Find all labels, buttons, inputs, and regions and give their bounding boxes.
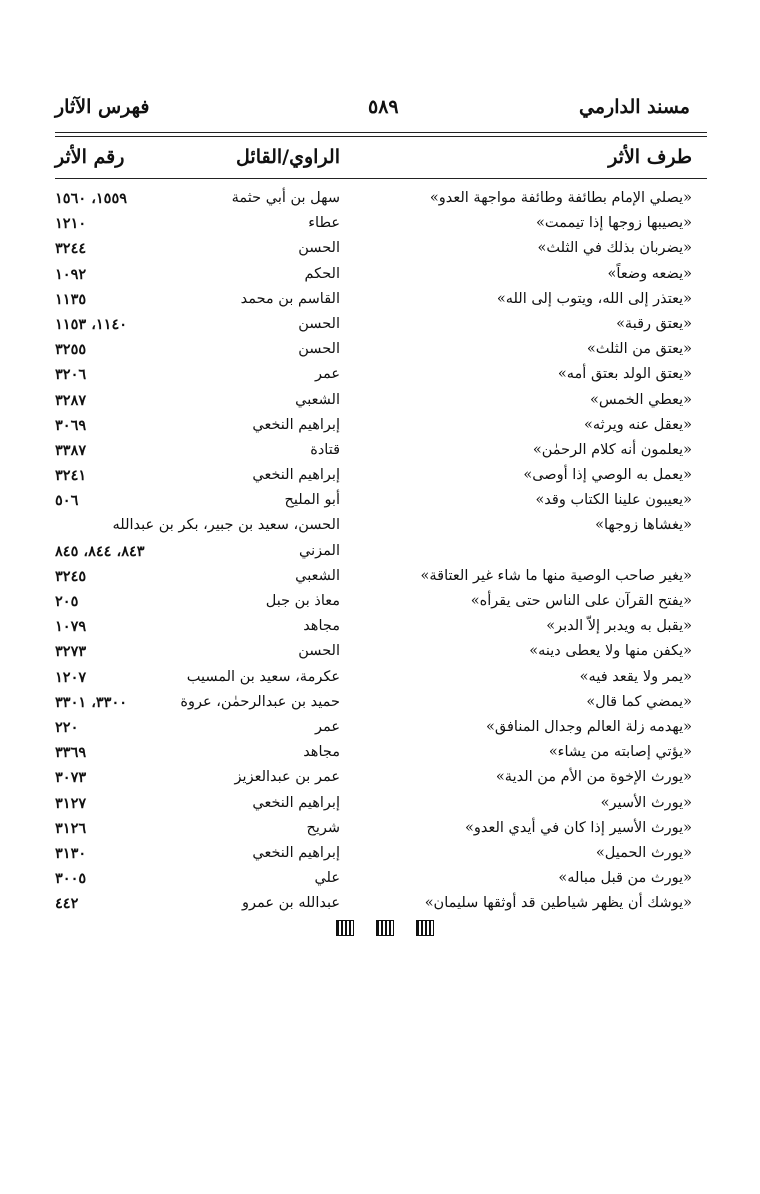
table-row — [0, 467, 760, 492]
atar-cell: «يقبل به ويدبر إلاّ الدبر» — [546, 618, 692, 635]
atar-cell: «يورث الحميل» — [595, 844, 692, 861]
book-ornament-icon — [416, 920, 434, 936]
table-row — [0, 820, 760, 845]
number-cell: ١٢٠٧ — [55, 668, 87, 686]
atar-cell: «يصيبها زوجها إذا تيممت» — [535, 215, 692, 232]
running-title: فهرس الآثار — [55, 96, 150, 118]
table-row — [0, 845, 760, 870]
narrator-cell: عمر — [314, 366, 340, 383]
number-cell: ١٥٥٩، ١٥٦٠ — [55, 190, 128, 207]
header-rule-top — [55, 132, 707, 133]
index-table — [0, 190, 760, 920]
table-row — [0, 669, 760, 694]
table-row — [0, 618, 760, 643]
atar-cell: «يضربان بذلك في الثلث» — [537, 240, 692, 257]
number-cell: ٣٠٦٩ — [55, 416, 87, 434]
narrator-cell: الحسن — [298, 240, 340, 257]
narrator-cell: عمر — [314, 718, 340, 735]
atar-cell: «يصلي الإمام بطائفة وطائفة مواجهة العدو» — [429, 190, 692, 206]
table-row — [0, 895, 760, 920]
column-header-atar: طرف الأثر — [608, 146, 692, 168]
number-cell: ٣١٣٠ — [55, 844, 87, 862]
number-cell: ٣٠٧٣ — [55, 769, 87, 787]
narrator-cell: القاسم بن محمد — [240, 290, 340, 307]
number-cell: ٢٠٥ — [55, 593, 79, 610]
number-cell: ٣٣٠٠، ٣٣٠١ — [55, 693, 128, 711]
table-row — [0, 366, 760, 391]
table-row — [0, 643, 760, 668]
narrator-cell: إبراهيم النخعي — [252, 844, 340, 861]
number-cell: ٣٣٨٧ — [55, 441, 87, 459]
number-cell: ٣٢٤٥ — [55, 567, 87, 585]
number-cell: ١٢١٠ — [55, 215, 87, 233]
narrator-cell: الحكم — [304, 265, 340, 282]
number-cell: ٨٤٣، ٨٤٤، ٨٤٥ — [55, 542, 145, 560]
atar-cell: «يعتذر إلى الله، ويتوب إلى الله» — [496, 290, 692, 307]
table-row — [0, 492, 760, 517]
table-row — [0, 795, 760, 820]
number-cell: ٣٠٠٥ — [55, 870, 87, 888]
book-ornament-icon — [376, 920, 394, 936]
atar-cell: «يمضي كما قال» — [586, 693, 692, 710]
number-cell: ١١٤٠، ١١٥٣ — [55, 315, 128, 333]
narrator-cell: معاذ بن جبل — [265, 593, 340, 609]
atar-cell: «يعقل عنه ويرثه» — [584, 416, 692, 433]
table-row — [0, 543, 760, 568]
book-ornament-icon — [336, 920, 354, 936]
number-cell: ٤٤٢ — [55, 895, 79, 913]
table-row — [0, 240, 760, 265]
atar-cell: «يعيبون علينا الكتاب وقد» — [535, 492, 692, 509]
atar-cell: «يورث الإخوة من الأم من الدية» — [495, 769, 692, 786]
atar-cell: «يورث من قبل مباله» — [558, 870, 692, 887]
narrator-cell: مجاهد — [303, 744, 340, 761]
number-cell: ٣٢٠٦ — [55, 366, 87, 384]
atar-cell: «يغير صاحب الوصية منها ما شاء غير العتاقة» — [420, 567, 692, 584]
page-number: ٥٨٩ — [368, 96, 399, 118]
atar-cell: «يعطي الخمس» — [589, 391, 692, 408]
number-cell: ٣٣٦٩ — [55, 744, 87, 762]
narrator-cell: شريح — [306, 819, 340, 836]
atar-cell: «يعتق الولد بعتق أمه» — [557, 366, 692, 383]
narrator-cell: إبراهيم النخعي — [252, 467, 340, 484]
table-row — [0, 870, 760, 895]
narrator-cell: الحسن — [298, 643, 340, 660]
narrator-cell: إبراهيم النخعي — [252, 794, 340, 811]
narrator-cell: الشعبي — [295, 391, 340, 408]
number-cell: ٢٢٠ — [55, 718, 79, 736]
table-row — [0, 392, 760, 417]
narrator-cell: عمر بن عبدالعزيز — [234, 769, 340, 786]
number-cell: ٣٢٨٧ — [55, 391, 87, 409]
table-row — [0, 316, 760, 341]
narrator-cell: سهل بن أبي حثمة — [231, 190, 340, 206]
narrator-cell: الحسن، سعيد بن جبير، بكر بن عبدالله — [112, 517, 340, 534]
atar-cell: «يهدمه زلة العالم وجدال المنافق» — [486, 718, 692, 735]
narrator-cell: عبدالله بن عمرو — [242, 895, 340, 912]
number-cell: ١١٣٥ — [55, 290, 87, 308]
narrator-cell: حميد بن عبدالرحمٰن، عروة — [180, 693, 340, 710]
atar-cell: «يؤتي إصابته من يشاء» — [548, 744, 692, 761]
atar-cell: «يورث الأسير إذا كان في أيدي العدو» — [465, 819, 692, 836]
atar-cell: «يعلمون أنه كلام الرحمٰن» — [532, 441, 692, 458]
number-cell: ٣٢٤٤ — [55, 240, 87, 258]
table-row — [0, 694, 760, 719]
table-row — [0, 442, 760, 467]
narrator-cell: مجاهد — [303, 618, 340, 635]
narrator-cell: المزني — [299, 542, 340, 559]
number-cell: ٣٢٥٥ — [55, 341, 87, 359]
atar-cell: «يغشاها زوجها» — [595, 517, 692, 534]
atar-cell: «يفتح القرآن على الناس حتى يقرأه» — [470, 593, 692, 609]
column-header-narrator: الراوي/القائل — [236, 146, 340, 168]
table-row — [0, 190, 760, 215]
column-header-number: رقم الأثر — [55, 146, 125, 168]
table-row — [0, 266, 760, 291]
atar-cell: «يورث الأسير» — [600, 794, 692, 811]
table-row — [0, 341, 760, 366]
table-row — [0, 215, 760, 240]
atar-cell: «يعمل به الوصي إذا أوصى» — [523, 467, 692, 484]
atar-cell: «يكفن منها ولا يعطى دينه» — [529, 643, 692, 660]
number-cell: ٣٢٧٣ — [55, 643, 87, 661]
column-header-rule — [55, 178, 707, 179]
number-cell: ٣٢٤١ — [55, 467, 87, 485]
table-row — [0, 517, 760, 542]
end-ornaments — [336, 920, 436, 940]
narrator-cell: قتادة — [310, 441, 340, 458]
table-row — [0, 593, 760, 618]
header-rule-bottom — [55, 136, 707, 137]
number-cell: ٣١٢٦ — [55, 819, 87, 837]
atar-cell: «يعتق رقبة» — [616, 315, 692, 332]
table-row — [0, 719, 760, 744]
table-row — [0, 568, 760, 593]
narrator-cell: أبو المليح — [284, 492, 340, 509]
table-row — [0, 291, 760, 316]
narrator-cell: علي — [314, 870, 340, 887]
atar-cell: «يضعه وضعاً» — [607, 265, 692, 282]
number-cell: ١٠٩٢ — [55, 265, 87, 283]
atar-cell: «يوشك أن يظهر شياطين قد أوثقها سليمان» — [424, 895, 692, 912]
table-row — [0, 744, 760, 769]
narrator-cell: عطاء — [308, 215, 340, 232]
narrator-cell: الحسن — [298, 341, 340, 358]
narrator-cell: إبراهيم النخعي — [252, 416, 340, 433]
table-row — [0, 417, 760, 442]
table-row — [0, 769, 760, 794]
atar-cell: «يمر ولا يقعد فيه» — [579, 668, 692, 685]
number-cell: ٣١٢٧ — [55, 794, 87, 812]
narrator-cell: الشعبي — [295, 567, 340, 584]
number-cell: ٥٠٦ — [55, 492, 79, 510]
narrator-cell: عكرمة، سعيد بن المسيب — [186, 668, 340, 685]
number-cell: ١٠٧٩ — [55, 618, 87, 636]
narrator-cell: الحسن — [298, 315, 340, 332]
book-title: مسند الدارمي — [579, 96, 690, 118]
atar-cell: «يعتق من الثلث» — [586, 341, 692, 358]
